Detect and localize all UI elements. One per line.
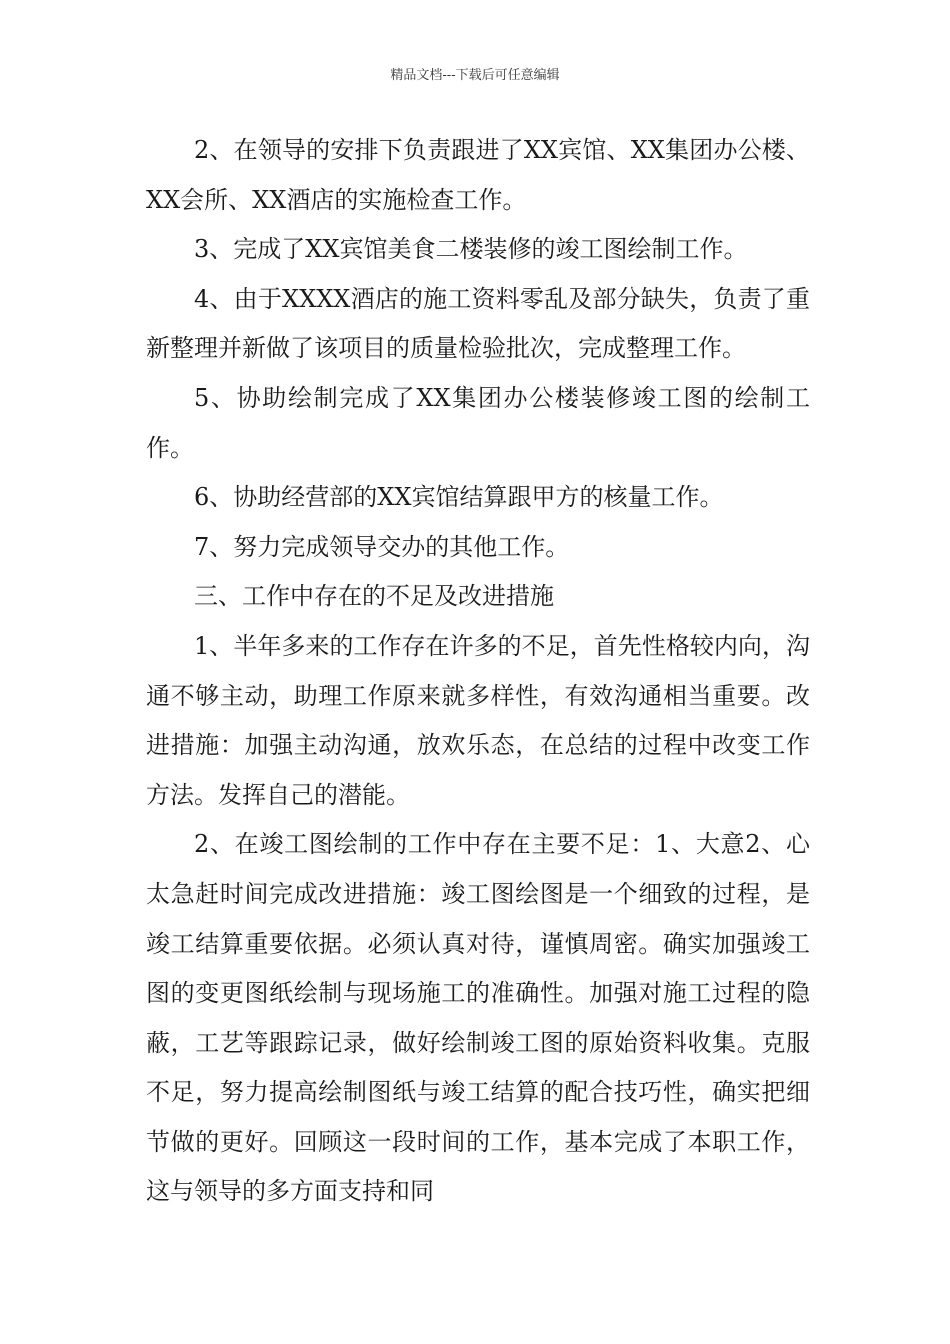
paragraph-item-6: 6、协助经营部的XX宾馆结算跟甲方的核量工作。 <box>194 483 724 512</box>
section-heading-shortcomings: 三、工作中存在的不足及改进措施 <box>194 582 554 611</box>
paragraph-shortcoming-1: 1、半年多来的工作存在许多的不足，首先性格较内向，沟通不够主动，助理工作原来就多样性，有效沟通相当重要。改进措施：加强主动沟通，放欢乐态，在总结的过程中改变工作方法。发挥自己的潜能。 <box>146 631 810 809</box>
paragraph-item-3: 3、完成了XX宾馆美食二楼装修的竣工图绘制工作。 <box>194 235 748 264</box>
document-body <box>146 126 810 1217</box>
paragraph-item-2: 2、在领导的安排下负责跟进了XX宾馆、XX集团办公楼、XX会所、XX酒店的实施检查工作。 <box>146 136 810 214</box>
paragraph-item-4: 4、由于XXXX酒店的施工资料零乱及部分缺失，负责了重新整理并新做了该项目的质量检验批次，完成整理工作。 <box>146 284 810 363</box>
paragraph-item-7: 7、努力完成领导交办的其他工作。 <box>194 532 570 561</box>
paragraph-item-5: 5、协助绘制完成了XX集团办公楼装修竣工图的绘制工作。 <box>146 383 810 462</box>
page-header: 精品文档---下载后可任意编辑 <box>390 68 560 83</box>
paragraph-shortcoming-2: 2、在竣工图绘制的工作中存在主要不足：1、大意2、心太急赶时间完成改进措施：竣工图绘图是一个细致的过程，是竣工结算重要依据。必须认真对待，谨慎周密。确实加强竣工图的变更图纸绘制与现场施工的准确性。加强对施工过程的隐蔽，工艺等跟踪记录，做好绘制竣工图的原始资料收集。克服不足，努力提高绘制图纸与竣工结算的配合技巧性，确实把细节做的更好。回顾这一段时间的工作，基本完成了本职工作，这与领导的多方面支持和同 <box>146 830 810 1206</box>
